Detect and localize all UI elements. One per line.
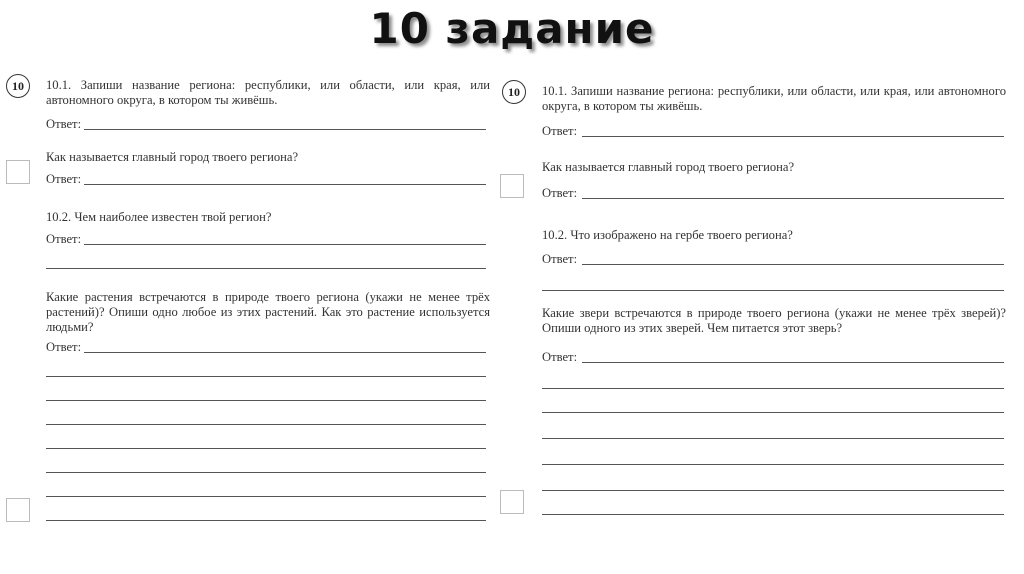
question-plants: Какие растения встречаются в природе твоего региона (укажи не менее трёх растений)? Опиши одно любое из этих растений. Как это растение используется людьми? [46, 290, 490, 334]
question-main-city: Как называется главный город твоего региона? [46, 150, 299, 164]
answer-label: Ответ: [46, 117, 82, 131]
answer-line[interactable] [542, 290, 1004, 291]
answer-label: Ответ: [542, 350, 578, 364]
answer-line[interactable] [46, 376, 486, 377]
answer-label: Ответ: [542, 186, 578, 200]
answer-label: Ответ: [46, 340, 82, 354]
answer-line[interactable] [542, 464, 1004, 465]
question-10-1: 10.1. Запиши название региона: республики, или области, или края, или автономного округа, в котором ты живёшь. [542, 84, 1006, 113]
answer-line[interactable] [46, 472, 486, 473]
answer-line[interactable] [46, 448, 486, 449]
answer-line[interactable] [542, 514, 1004, 515]
worksheet-left [0, 68, 500, 568]
answer-line[interactable] [46, 268, 486, 269]
task-number-badge: 10 [502, 80, 526, 104]
slide-title: 10 задание [369, 4, 655, 53]
answer-line[interactable] [46, 424, 486, 425]
answer-line[interactable] [46, 400, 486, 401]
answer-line[interactable] [84, 129, 486, 130]
answer-line[interactable] [542, 412, 1004, 413]
answer-label: Ответ: [46, 172, 82, 186]
score-box [6, 498, 30, 522]
answer-line[interactable] [582, 264, 1004, 265]
answer-line[interactable] [46, 520, 486, 521]
answer-label: Ответ: [542, 124, 578, 138]
answer-line[interactable] [84, 352, 486, 353]
answer-line[interactable] [46, 496, 486, 497]
score-box [500, 490, 524, 514]
answer-label: Ответ: [46, 232, 82, 246]
question-10-2: 10.2. Чем наиболее известен твой регион? [46, 210, 272, 224]
answer-line[interactable] [582, 136, 1004, 137]
worksheet-right [496, 72, 1024, 572]
score-box [6, 160, 30, 184]
answer-line[interactable] [582, 198, 1004, 199]
answer-line[interactable] [542, 388, 1004, 389]
answer-line[interactable] [84, 244, 486, 245]
question-main-city: Как называется главный город твоего региона? [542, 160, 795, 174]
score-box [500, 174, 524, 198]
answer-line[interactable] [582, 362, 1004, 363]
question-animals: Какие звери встречаются в природе твоего региона (укажи не менее трёх зверей)? Опиши одного из этих зверей. Чем питается этот зверь? [542, 306, 1006, 335]
answer-line[interactable] [84, 184, 486, 185]
question-10-1: 10.1. Запиши название региона: республики, или области, или края, или автономного округа, в котором ты живёшь. [46, 78, 490, 107]
question-10-2: 10.2. Что изображено на гербе твоего региона? [542, 228, 793, 242]
answer-line[interactable] [542, 438, 1004, 439]
answer-label: Ответ: [542, 252, 578, 266]
task-number-badge: 10 [6, 74, 30, 98]
answer-line[interactable] [542, 490, 1004, 491]
